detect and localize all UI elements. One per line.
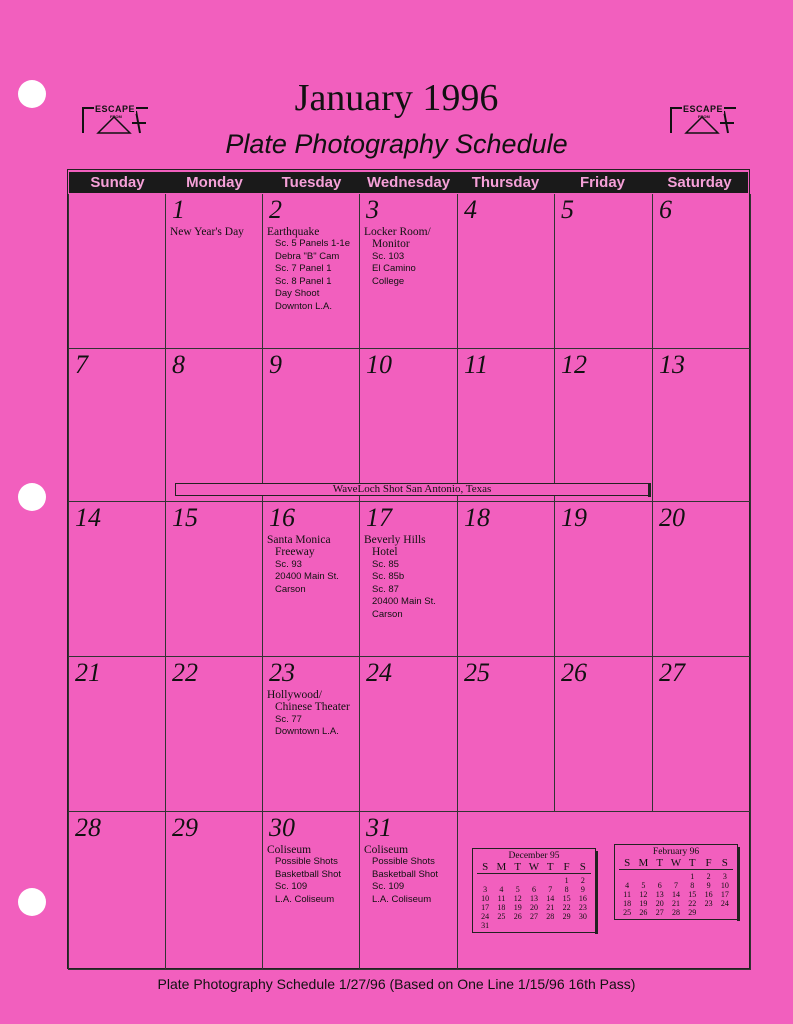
page-subtitle: Plate Photography Schedule: [225, 129, 568, 159]
event-title: Beverly Hills: [364, 534, 426, 546]
day-number: 26: [561, 658, 587, 687]
event-title: Earthquake: [267, 226, 320, 238]
mini-day: 16: [578, 894, 587, 903]
event-detail: Carson: [275, 583, 306, 595]
mini-day: 31: [481, 921, 490, 930]
event-detail: Sc. 103: [372, 250, 405, 262]
mini-day: 25: [497, 912, 506, 921]
mini-day: 12: [639, 890, 648, 899]
day-number: 18: [464, 503, 490, 532]
event-detail: Hotel: [372, 546, 398, 558]
mini-day: [542, 876, 558, 885]
mini-day: 20: [529, 903, 538, 912]
event-detail: 20400 Main St.: [275, 571, 339, 582]
event-title: New Year's Day: [170, 226, 244, 238]
day-number: 1: [172, 195, 185, 224]
week-row: [68, 194, 751, 349]
day-cell[interactable]: [360, 194, 458, 349]
mini-day: 2: [580, 876, 585, 885]
day-number: 2: [269, 195, 282, 224]
mini-weekday: T: [546, 861, 554, 873]
event-detail: Sc. 85: [372, 558, 399, 570]
mini-calendar-title: December 95: [508, 851, 560, 861]
day-number: 16: [269, 503, 295, 532]
day-number: 8: [172, 350, 185, 379]
day-cell[interactable]: [263, 812, 360, 970]
mini-weekday: W: [528, 861, 540, 873]
mini-day: 18: [497, 903, 506, 912]
day-cell[interactable]: [68, 812, 166, 970]
mini-calendar-days: [477, 876, 591, 930]
event-detail: Debra "B" Cam: [275, 250, 340, 262]
mini-day: 19: [639, 899, 648, 908]
day-cell[interactable]: [458, 194, 555, 349]
mini-day: 13: [655, 890, 664, 899]
mini-day: 28: [671, 908, 680, 917]
day-number: 29: [172, 813, 198, 842]
event-title: Hollywood/: [267, 689, 322, 701]
mini-day: 18: [623, 899, 632, 908]
mini-day: 3: [483, 885, 488, 894]
day-cell[interactable]: [263, 657, 360, 812]
mini-day: 19: [513, 903, 522, 912]
mini-calendar: [472, 848, 596, 933]
mini-weekday: T: [656, 857, 664, 869]
mini-calendar-weekdays: [619, 858, 733, 870]
day-number: 22: [172, 658, 198, 687]
day-number: 31: [366, 813, 392, 842]
mini-day: 9: [580, 885, 585, 894]
mini-day: 16: [704, 890, 713, 899]
mini-day: 3: [722, 872, 727, 881]
event-detail: Downtown L.A.: [275, 726, 339, 737]
event-detail: College: [372, 275, 405, 287]
day-cell[interactable]: [68, 194, 166, 349]
event-detail: Day Shoot: [275, 288, 320, 299]
day-cell[interactable]: [653, 194, 751, 349]
mini-day: 7: [673, 881, 678, 890]
mini-day: 27: [529, 912, 538, 921]
mini-weekday: M: [496, 861, 507, 873]
mini-day: [477, 876, 493, 885]
day-number: 21: [75, 658, 101, 687]
mini-day: 29: [688, 908, 697, 917]
event-detail: El Camino: [372, 263, 416, 274]
event-detail: Sc. 85b: [372, 571, 405, 582]
mini-day: 4: [625, 881, 630, 890]
mini-calendar-title: February 96: [652, 847, 700, 857]
mini-day: 17: [481, 903, 490, 912]
logo-tag: ESCAPE: [683, 104, 724, 114]
logo-tag: ESCAPE: [95, 104, 136, 114]
weekday-thursday: Thursday: [471, 174, 540, 191]
mini-day: 27: [655, 908, 664, 917]
event-title: Coliseum: [364, 844, 409, 856]
mini-day: 14: [546, 894, 555, 903]
day-cell[interactable]: [653, 349, 751, 502]
day-cell[interactable]: [166, 812, 263, 970]
event-detail: Downton L.A.: [275, 300, 333, 312]
event-detail: Possible Shots: [372, 856, 435, 867]
weekday-friday: Friday: [579, 174, 625, 191]
event-detail: Basketball Shot: [275, 868, 342, 880]
day-cell[interactable]: [360, 812, 458, 970]
mini-weekday: S: [624, 857, 631, 869]
day-number: 10: [366, 350, 392, 379]
mini-day: 28: [546, 912, 555, 921]
mini-day: 20: [655, 899, 664, 908]
event-detail: Sc. 77: [275, 713, 302, 725]
mini-day: 1: [690, 872, 695, 881]
day-cell[interactable]: [68, 657, 166, 812]
day-number: 14: [75, 503, 101, 532]
event-title: Locker Room/: [364, 226, 431, 238]
day-number: 20: [659, 503, 685, 532]
day-cell[interactable]: [360, 349, 458, 502]
week-row: [68, 657, 751, 812]
event-detail: Freeway: [275, 546, 315, 558]
day-number: 6: [659, 195, 672, 224]
event-detail: Carson: [372, 608, 403, 620]
day-number: 24: [366, 658, 392, 687]
mini-day: [493, 876, 509, 885]
event-detail: Sc. 109: [372, 881, 405, 892]
day-cell[interactable]: [458, 657, 555, 812]
day-number: 7: [75, 350, 88, 379]
day-cell[interactable]: [263, 349, 360, 502]
event-detail: Sc. 93: [275, 558, 302, 570]
footer-note: Plate Photography Schedule 1/27/96 (Based on One Line 1/15/96 16th Pass): [157, 976, 636, 992]
event-detail: Possible Shots: [275, 856, 338, 867]
mini-day: 30: [578, 912, 587, 921]
weekday-monday: Monday: [186, 174, 243, 191]
mini-day: 10: [481, 894, 490, 903]
day-number: 17: [366, 503, 392, 532]
mini-day: 12: [513, 894, 522, 903]
calendar: [67, 169, 750, 969]
day-cell[interactable]: [360, 502, 458, 657]
day-cell[interactable]: [68, 349, 166, 502]
mini-day: [526, 876, 542, 885]
weekday-wednesday: Wednesday: [366, 174, 451, 191]
day-cell[interactable]: [555, 502, 653, 657]
logo-from: FROM: [110, 114, 122, 119]
day-cell[interactable]: [263, 194, 360, 349]
event-title: Coliseum: [267, 844, 312, 856]
event-detail: Basketball Shot: [372, 868, 439, 880]
day-number: 23: [269, 658, 295, 687]
event-detail: Sc. 109: [275, 881, 308, 892]
mini-day: [668, 872, 684, 881]
event-detail: Chinese Theater: [275, 701, 350, 713]
weekday-tuesday: Tuesday: [281, 174, 342, 191]
day-cell[interactable]: [263, 502, 360, 657]
mini-day: [510, 876, 526, 885]
event-detail: Sc. 7 Panel 1: [275, 263, 332, 274]
day-number: 11: [464, 350, 489, 379]
mini-day: 14: [671, 890, 680, 899]
binder-hole-bottom: [18, 888, 46, 916]
mini-day: 15: [562, 894, 571, 903]
event-detail: Monitor: [372, 238, 410, 250]
mini-day: 15: [688, 890, 697, 899]
weekday-saturday: Saturday: [667, 174, 732, 191]
mini-weekday: S: [721, 857, 728, 869]
day-cell[interactable]: [166, 502, 263, 657]
mini-day: 21: [546, 903, 555, 912]
day-number: 15: [172, 503, 198, 532]
day-cell[interactable]: [458, 502, 555, 657]
day-number: 28: [75, 813, 101, 842]
week-row: [68, 812, 751, 970]
day-cell[interactable]: [166, 657, 263, 812]
mini-day: 6: [657, 881, 662, 890]
mini-day: [619, 872, 635, 881]
mini-day: 9: [706, 881, 711, 890]
day-cell[interactable]: [360, 657, 458, 812]
event-detail: Sc. 8 Panel 1: [275, 275, 332, 287]
day-cell[interactable]: [653, 502, 751, 657]
event-detail: 20400 Main St.: [372, 596, 436, 607]
mini-day: 10: [720, 881, 729, 890]
day-number: 3: [366, 195, 379, 224]
mini-weekday: W: [670, 857, 682, 869]
day-number: 27: [659, 658, 685, 687]
mini-day: 6: [531, 885, 536, 894]
mini-day: [635, 872, 651, 881]
mini-day: 13: [529, 894, 538, 903]
mini-day: 17: [720, 890, 729, 899]
mini-day: 5: [515, 885, 520, 894]
mini-day: 23: [578, 903, 587, 912]
event-detail: Sc. 5 Panels 1-1e: [275, 238, 350, 249]
mini-weekday: S: [482, 861, 489, 873]
mini-day: 24: [720, 899, 729, 908]
event-detail: Sc. 87: [372, 583, 399, 595]
day-cell[interactable]: [555, 657, 653, 812]
day-number: 19: [561, 503, 587, 532]
day-number: 30: [269, 813, 295, 842]
mini-day: [652, 872, 668, 881]
day-cell[interactable]: [166, 349, 263, 502]
weekday-header: [69, 172, 748, 193]
mini-day: 22: [562, 903, 571, 912]
mini-weekday: F: [563, 861, 570, 873]
week-row: [68, 502, 751, 657]
mini-day: 2: [706, 872, 711, 881]
binder-hole-middle: [18, 483, 46, 511]
mini-day: 11: [623, 890, 631, 899]
mini-weekday: M: [638, 857, 649, 869]
mini-day: 26: [513, 912, 522, 921]
mini-weekday: S: [579, 861, 586, 873]
day-number: 9: [269, 350, 282, 379]
mini-day: 26: [639, 908, 648, 917]
event-title: Santa Monica: [267, 534, 331, 546]
day-cell[interactable]: [653, 657, 751, 812]
mini-day: 23: [704, 899, 713, 908]
span-event-waveloch: WaveLoch Shot San Antonio, Texas: [175, 483, 649, 496]
weekday-sunday: Sunday: [90, 174, 145, 191]
mini-day: 29: [562, 912, 571, 921]
mini-weekday: T: [514, 861, 522, 873]
mini-day: 1: [564, 876, 569, 885]
mini-calendar: [614, 844, 738, 920]
day-cell[interactable]: [166, 194, 263, 349]
mini-day: 4: [499, 885, 504, 894]
mini-weekday: T: [688, 857, 696, 869]
event-detail: L.A. Coliseum: [275, 893, 335, 905]
day-cell[interactable]: [555, 349, 653, 502]
mini-day: 22: [688, 899, 697, 908]
calendar-grid: [68, 194, 751, 970]
logo-from: FROM: [698, 114, 710, 119]
mini-day: 8: [690, 881, 695, 890]
mini-day: 25: [623, 908, 632, 917]
day-number: 25: [464, 658, 490, 687]
week-row: [68, 349, 751, 502]
event-detail: L.A. Coliseum: [372, 893, 432, 905]
mini-day: 11: [497, 894, 506, 903]
day-number: 12: [561, 350, 587, 379]
day-cell[interactable]: [555, 194, 653, 349]
mini-day: 8: [564, 885, 569, 894]
mini-day: 24: [481, 912, 490, 921]
day-number: 13: [659, 350, 685, 379]
page-title: January 1996: [294, 77, 499, 119]
day-cell[interactable]: [68, 502, 166, 657]
mini-day: 7: [548, 885, 553, 894]
mini-day: 21: [671, 899, 680, 908]
mini-calendar-weekdays: [477, 862, 591, 874]
day-number: 4: [464, 195, 477, 224]
mini-calendar-days: [619, 872, 733, 917]
day-cell[interactable]: [458, 349, 555, 502]
mini-day: 5: [641, 881, 646, 890]
day-number: 5: [561, 195, 574, 224]
mini-weekday: F: [705, 857, 712, 869]
